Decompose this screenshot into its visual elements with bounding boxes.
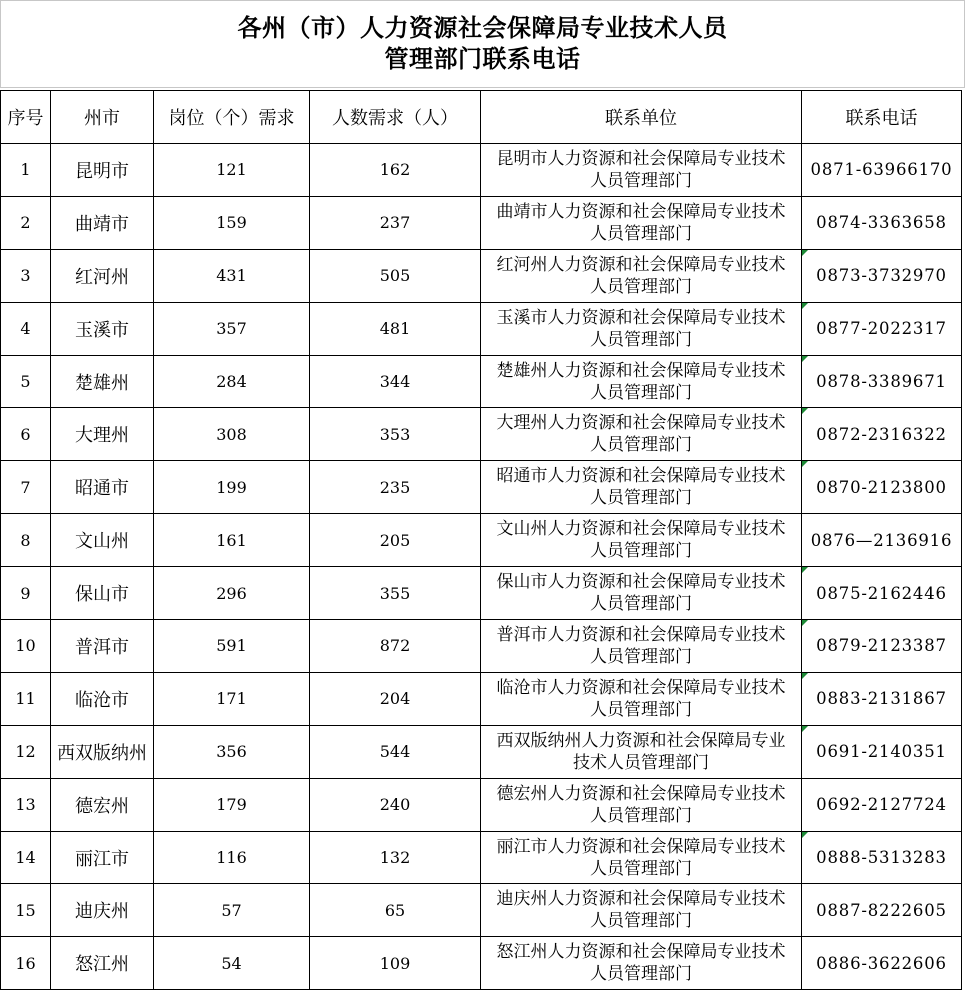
row-positions-cell: 54 — [154, 937, 310, 990]
row-people-cell: 237 — [310, 196, 481, 249]
row-unit-cell: 普洱市人力资源和社会保障局专业技术人员管理部门 — [481, 620, 802, 673]
document-title — [0, 0, 965, 88]
row-unit-cell: 大理州人力资源和社会保障局专业技术人员管理部门 — [481, 408, 802, 461]
row-index-cell: 15 — [1, 884, 51, 937]
title-line-1: 各州（市）人力资源社会保障局专业技术人员 — [237, 14, 728, 42]
row-unit-cell: 红河州人力资源和社会保障局专业技术人员管理部门 — [481, 249, 802, 302]
header-city: 州市 — [51, 91, 154, 144]
header-row — [1, 91, 962, 144]
row-index-cell: 2 — [1, 196, 51, 249]
cell-comment-marker-icon — [802, 250, 808, 256]
row-positions-cell: 161 — [154, 514, 310, 567]
row-index-cell: 3 — [1, 249, 51, 302]
row-city-cell: 大理州 — [51, 408, 154, 461]
cell-comment-marker-icon — [802, 673, 808, 679]
row-unit-cell: 曲靖市人力资源和社会保障局专业技术人员管理部门 — [481, 196, 802, 249]
row-index-cell: 7 — [1, 461, 51, 514]
header-positions: 岗位（个）需求 — [154, 91, 310, 144]
row-city-cell: 昆明市 — [51, 144, 154, 197]
row-phone-cell — [802, 355, 962, 408]
phone-number: 0872-2316322 — [816, 424, 947, 444]
phone-number: 0873-3732970 — [816, 266, 947, 286]
row-people-cell: 132 — [310, 831, 481, 884]
row-index-cell: 10 — [1, 620, 51, 673]
cell-comment-marker-icon — [802, 620, 808, 626]
table-row — [1, 672, 962, 725]
row-positions-cell: 296 — [154, 567, 310, 620]
row-index-cell: 16 — [1, 937, 51, 990]
phone-number: 0692-2127724 — [816, 795, 947, 815]
row-positions-cell: 159 — [154, 196, 310, 249]
row-people-cell: 109 — [310, 937, 481, 990]
row-people-cell: 505 — [310, 249, 481, 302]
row-unit-cell: 丽江市人力资源和社会保障局专业技术人员管理部门 — [481, 831, 802, 884]
row-index-cell: 4 — [1, 302, 51, 355]
phone-number: 0871-63966170 — [810, 160, 953, 180]
row-index-cell: 14 — [1, 831, 51, 884]
row-positions-cell: 308 — [154, 408, 310, 461]
title-line-2: 管理部门联系电话 — [384, 45, 581, 73]
phone-number: 0875-2162446 — [816, 583, 947, 603]
header-unit: 联系单位 — [481, 91, 802, 144]
table-row — [1, 831, 962, 884]
table-row — [1, 567, 962, 620]
table-row — [1, 937, 962, 990]
row-positions-cell: 116 — [154, 831, 310, 884]
row-city-cell: 普洱市 — [51, 620, 154, 673]
row-city-cell: 怒江州 — [51, 937, 154, 990]
row-people-cell: 162 — [310, 144, 481, 197]
row-positions-cell: 199 — [154, 461, 310, 514]
row-phone-cell — [802, 196, 962, 249]
row-positions-cell: 179 — [154, 778, 310, 831]
contact-table — [0, 90, 962, 990]
row-unit-cell: 怒江州人力资源和社会保障局专业技术人员管理部门 — [481, 937, 802, 990]
row-people-cell: 353 — [310, 408, 481, 461]
row-phone-cell — [802, 567, 962, 620]
table-row — [1, 778, 962, 831]
phone-number: 0886-3622606 — [816, 953, 947, 973]
row-phone-cell — [802, 514, 962, 567]
row-city-cell: 玉溪市 — [51, 302, 154, 355]
row-people-cell: 544 — [310, 725, 481, 778]
table-row — [1, 884, 962, 937]
row-index-cell: 11 — [1, 672, 51, 725]
table-row — [1, 408, 962, 461]
row-people-cell: 872 — [310, 620, 481, 673]
phone-number: 0883-2131867 — [816, 689, 947, 709]
table-row — [1, 196, 962, 249]
row-city-cell: 西双版纳州 — [51, 725, 154, 778]
cell-comment-marker-icon — [802, 832, 808, 838]
phone-number: 0878-3389671 — [816, 372, 947, 391]
row-phone-cell — [802, 884, 962, 937]
row-positions-cell: 171 — [154, 672, 310, 725]
header-index: 序号 — [1, 91, 51, 144]
row-positions-cell: 57 — [154, 884, 310, 937]
table-row — [1, 302, 962, 355]
row-people-cell: 344 — [310, 355, 481, 408]
cell-comment-marker-icon — [802, 461, 808, 467]
cell-comment-marker-icon — [802, 408, 808, 414]
row-unit-cell: 文山州人力资源和社会保障局专业技术人员管理部门 — [481, 514, 802, 567]
row-positions-cell: 357 — [154, 302, 310, 355]
row-city-cell: 临沧市 — [51, 672, 154, 725]
row-city-cell: 德宏州 — [51, 778, 154, 831]
table-row — [1, 355, 962, 408]
row-index-cell: 1 — [1, 144, 51, 197]
row-people-cell: 235 — [310, 461, 481, 514]
row-city-cell: 文山州 — [51, 514, 154, 567]
row-city-cell: 昭通市 — [51, 461, 154, 514]
cell-comment-marker-icon — [802, 567, 808, 573]
cell-comment-marker-icon — [802, 303, 808, 309]
row-index-cell: 13 — [1, 778, 51, 831]
row-phone-cell — [802, 302, 962, 355]
table-row — [1, 461, 962, 514]
phone-number: 0876—2136916 — [810, 530, 953, 550]
table-row — [1, 249, 962, 302]
table-row — [1, 144, 962, 197]
row-unit-cell: 保山市人力资源和社会保障局专业技术人员管理部门 — [481, 567, 802, 620]
row-phone-cell — [802, 144, 962, 197]
row-phone-cell — [802, 249, 962, 302]
row-index-cell: 9 — [1, 567, 51, 620]
row-unit-cell: 德宏州人力资源和社会保障局专业技术人员管理部门 — [481, 778, 802, 831]
row-city-cell: 保山市 — [51, 567, 154, 620]
row-city-cell: 迪庆州 — [51, 884, 154, 937]
row-phone-cell — [802, 831, 962, 884]
phone-number: 0874-3363658 — [816, 213, 947, 233]
row-phone-cell — [802, 461, 962, 514]
row-index-cell: 5 — [1, 355, 51, 408]
table-row — [1, 620, 962, 673]
phone-number: 0870-2123800 — [816, 477, 947, 497]
row-index-cell: 8 — [1, 514, 51, 567]
row-people-cell: 240 — [310, 778, 481, 831]
row-unit-cell: 昆明市人力资源和社会保障局专业技术人员管理部门 — [481, 144, 802, 197]
row-people-cell: 481 — [310, 302, 481, 355]
row-unit-cell: 迪庆州人力资源和社会保障局专业技术人员管理部门 — [481, 884, 802, 937]
row-city-cell: 楚雄州 — [51, 355, 154, 408]
phone-number: 0877-2022317 — [816, 319, 947, 339]
row-unit-cell: 玉溪市人力资源和社会保障局专业技术人员管理部门 — [481, 302, 802, 355]
row-people-cell: 204 — [310, 672, 481, 725]
row-phone-cell — [802, 408, 962, 461]
cell-comment-marker-icon — [802, 356, 808, 362]
row-phone-cell — [802, 620, 962, 673]
row-unit-cell: 楚雄州人力资源和社会保障局专业技术人员管理部门 — [481, 355, 802, 408]
row-positions-cell: 431 — [154, 249, 310, 302]
row-city-cell: 曲靖市 — [51, 196, 154, 249]
phone-number: 0888-5313283 — [816, 848, 947, 868]
row-index-cell: 6 — [1, 408, 51, 461]
table-row — [1, 725, 962, 778]
header-people: 人数需求（人） — [310, 91, 481, 144]
row-positions-cell: 591 — [154, 620, 310, 673]
row-phone-cell — [802, 672, 962, 725]
row-city-cell: 丽江市 — [51, 831, 154, 884]
row-positions-cell: 121 — [154, 144, 310, 197]
row-people-cell: 65 — [310, 884, 481, 937]
phone-number: 0691-2140351 — [816, 742, 947, 762]
row-positions-cell: 356 — [154, 725, 310, 778]
row-people-cell: 355 — [310, 567, 481, 620]
phone-number: 0879-2123387 — [816, 636, 947, 656]
header-phone: 联系电话 — [802, 91, 962, 144]
row-phone-cell — [802, 937, 962, 990]
table-row — [1, 514, 962, 567]
row-unit-cell: 昭通市人力资源和社会保障局专业技术人员管理部门 — [481, 461, 802, 514]
row-phone-cell — [802, 778, 962, 831]
row-city-cell: 红河州 — [51, 249, 154, 302]
row-people-cell: 205 — [310, 514, 481, 567]
cell-comment-marker-icon — [802, 726, 808, 732]
row-positions-cell: 284 — [154, 355, 310, 408]
row-phone-cell — [802, 725, 962, 778]
phone-number: 0887-8222605 — [816, 900, 947, 920]
row-unit-cell: 西双版纳州人力资源和社会保障局专业技术人员管理部门 — [481, 725, 802, 778]
table-body — [1, 144, 962, 990]
row-unit-cell: 临沧市人力资源和社会保障局专业技术人员管理部门 — [481, 672, 802, 725]
row-index-cell: 12 — [1, 725, 51, 778]
